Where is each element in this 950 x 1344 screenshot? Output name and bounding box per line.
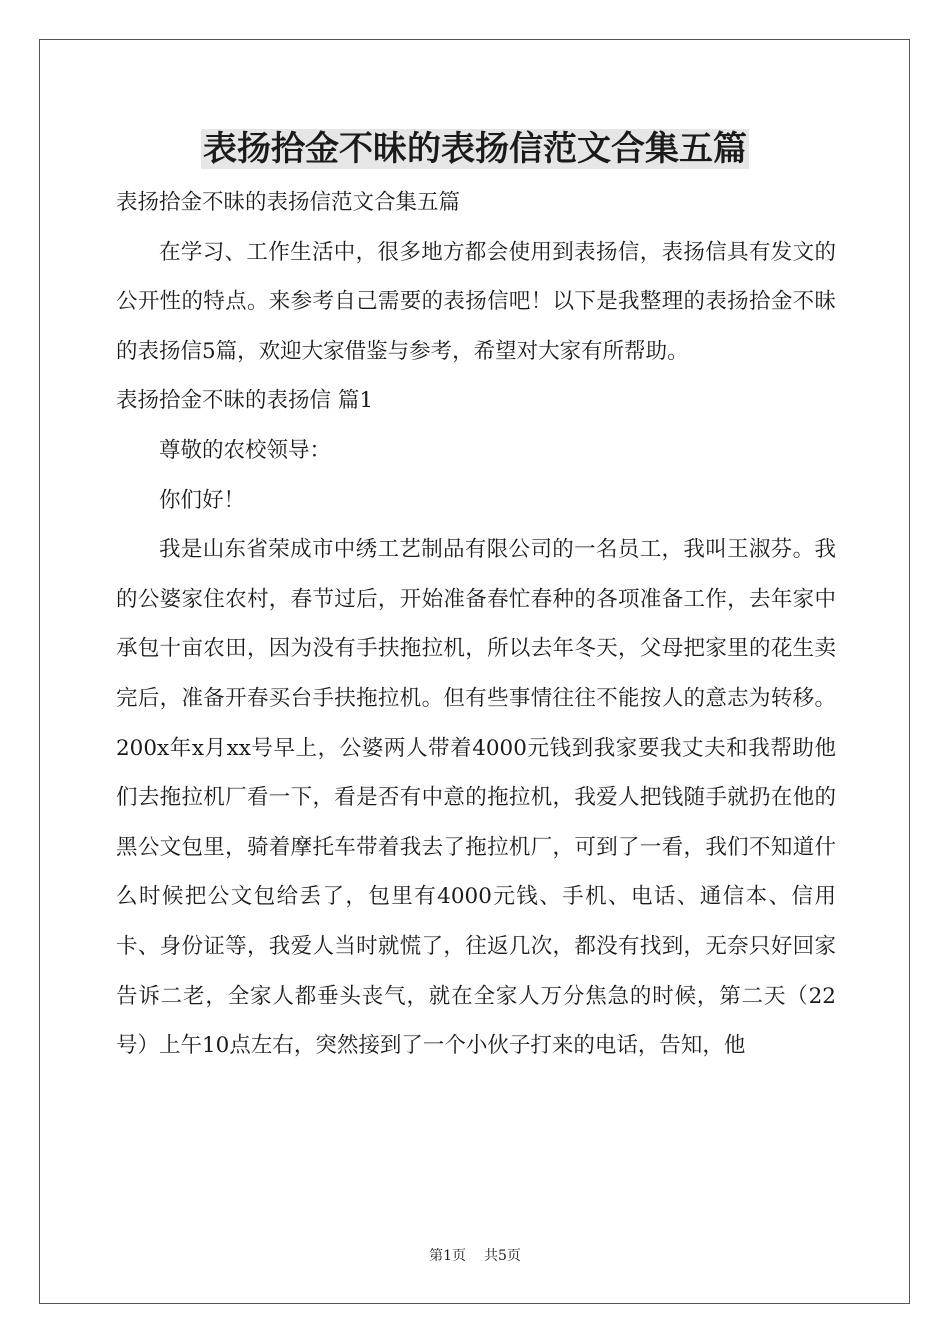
page-count: 共5页 (484, 1248, 521, 1264)
greeting: 你们好！ (159, 487, 246, 513)
document-body (116, 178, 836, 1071)
document-subtitle: 表扬拾金不昧的表扬信范文合集五篇 (116, 190, 461, 215)
page-footer (0, 1246, 950, 1266)
body-paragraph: 我是山东省荣成市中绣工艺制品有限公司的一名员工，我叫王淑芬。我的公婆家住农村，春节过后，开始准备春忙春种的各项准备工作，去年家中承包十亩农田，因为没有手扶拖拉机，所以去年冬天，父母把家里的花生卖完后，准备开春买台手扶拖拉机。但有些事情往往不能按人的意志为转移。200x年x月xx号早上，公婆两人带着4000元钱到我家要我丈夫和我帮助他们去拖拉机厂看一下，看是否有中意的拖拉机，我爱人把钱随手就扔在他的黑公文包里，骑着摩托车带着我去了拖拉机厂，可到了一看，我们不知道什么时候把公文包给丢了，包里有4000元钱、手机、电话、通信本、信用卡、身份证等，我爱人当时就慌了，往返几次，都没有找到，无奈只好回家告诉二老，全家人都垂头丧气，就在全家人万分焦急的时候，第二天（22号）上午10点左右，突然接到了一个小伙子打来的电话，告知，他 (116, 537, 836, 1059)
document-title-text: 表扬拾金不昧的表扬信范文合集五篇 (203, 129, 747, 169)
section-heading: 表扬拾金不昧的表扬信 篇1 (116, 388, 374, 414)
intro-paragraph: 在学习、工作生活中，很多地方都会使用到表扬信，表扬信具有发文的公开性的特点。来参考自己需要的表扬信吧！以下是我整理的表扬拾金不昧的表扬信5篇，欢迎大家借鉴与参考，希望对大家有所帮助。 (116, 239, 836, 364)
page-number: 第1页 (429, 1248, 466, 1264)
document-title (0, 124, 950, 174)
salutation: 尊敬的农校领导： (159, 437, 332, 463)
